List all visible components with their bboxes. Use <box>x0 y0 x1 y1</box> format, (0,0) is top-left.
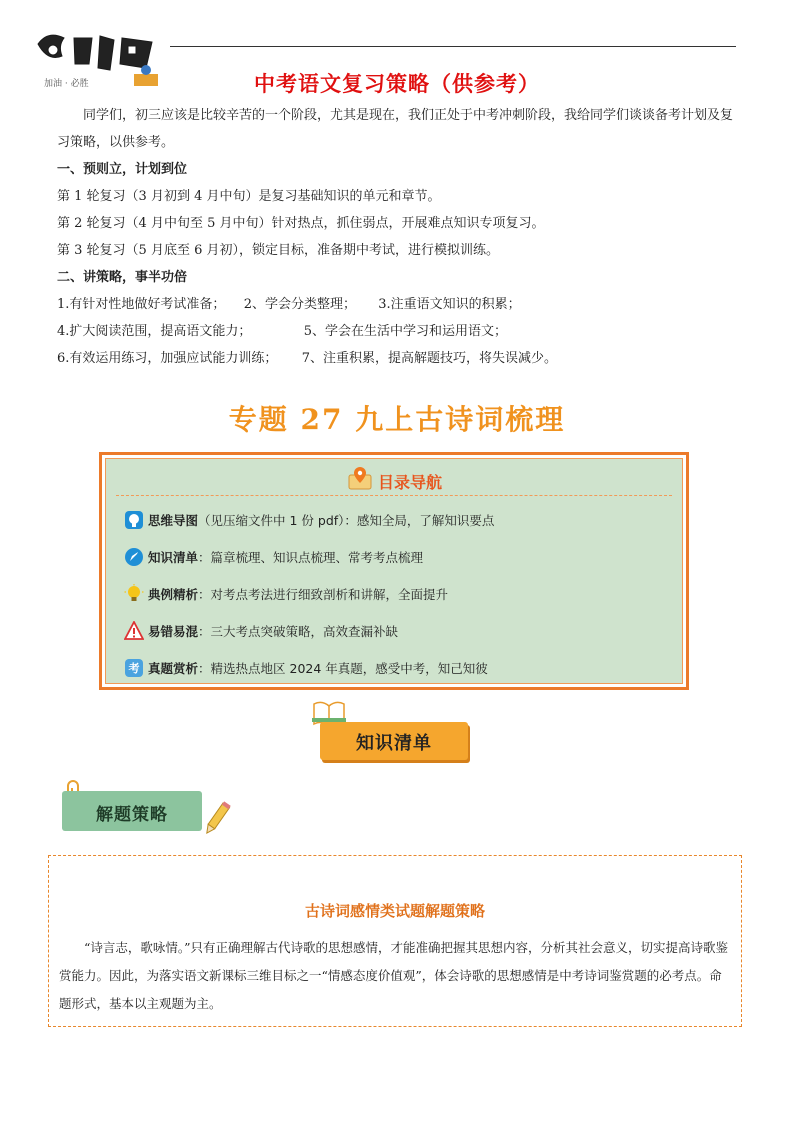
strategy-item: 3.注重语文知识的积累； <box>378 297 521 312</box>
directory-item-examples[interactable] <box>124 581 448 607</box>
strategy-item: 6.有效运用练习，加强应试能力训练； <box>57 351 278 366</box>
svg-text:加油 · 必胜: 加油 · 必胜 <box>44 79 89 89</box>
brain-icon <box>124 510 144 530</box>
directory-item-mindmap[interactable] <box>124 507 494 533</box>
directory-item-text: （见压缩文件中 1 份 pdf）：感知全局，了解知识要点 <box>198 513 495 528</box>
round-1: 第 1 轮复习（3 月初到 4 月中旬）是复习基础知识的单元和章节。 <box>57 189 441 204</box>
strategy-tag <box>62 791 202 831</box>
strategy-text: “诗言志，歌咏情。”只有正确理解古代诗歌的思想感情，才能准确把握其思想内容，分析其社会意义，切实提高诗歌鉴赏能力。因此，为落实语文新课标三维目标之一“情感态度价值观”，体会诗歌的思想感情是中考诗词鉴赏题的必考点。命题形式，基本以主观题为主。 <box>59 940 729 1011</box>
round-3: 第 3 轮复习（5 月底至 6 月初），锁定目标，准备期中考试，进行模拟训练。 <box>57 243 499 258</box>
strategy-title: 古诗词感情类试题解题策略 <box>304 902 485 920</box>
section2-heading: 二、讲策略，事半功倍 <box>57 270 188 285</box>
strategy-item: 4.扩大阅读范围，提高语文能力； <box>57 324 252 339</box>
directory-item-knowledge[interactable] <box>124 544 423 570</box>
strategy-item: 5、学会在生活中学习和运用语文； <box>303 324 507 339</box>
round-2: 第 2 轮复习（4 月中旬至 5 月中旬）针对热点，抓住弱点，开展难点知识专项复习。 <box>57 216 545 231</box>
directory-item-text: ：对考点考法进行细致剖析和讲解，全面提升 <box>198 587 449 602</box>
page-title: 中考语文复习策略（供参考） <box>254 72 540 96</box>
exam-badge-char: 考 <box>128 662 140 675</box>
directory-divider <box>116 495 672 496</box>
knowledge-list-label: 知识清单 <box>356 733 432 754</box>
strategy-tag-label: 解题策略 <box>96 805 168 825</box>
knowledge-list-tag <box>320 722 468 760</box>
topic-title: 专题 27 九上古诗词梳理 <box>228 403 566 436</box>
directory-item-label: 易错易混 <box>148 624 199 639</box>
strategy-item: 1.有针对性地做好考试准备； <box>57 297 226 312</box>
directory-item-text: ：篇章梳理、知识点梳理、常考考点梳理 <box>198 550 424 565</box>
directory-box <box>99 452 689 690</box>
directory-heading: 目录导航 <box>377 472 442 492</box>
pencil-icon <box>198 800 234 844</box>
strategy-row-3 <box>57 345 737 372</box>
strategy-row-1 <box>57 291 737 318</box>
directory-item-text: ：三大考点突破策略，高效查漏补缺 <box>198 624 399 639</box>
intro-paragraph: 同学们，初三应该是比较辛苦的一个阶段，尤其是现在，我们正处于中考冲刺阶段，我给同学们谈谈备考计划及复习策略，以供参考。 <box>57 108 734 150</box>
directory-item-text: ：精选热点地区 2024 年真题，感受中考，知己知彼 <box>198 661 488 676</box>
strategy-item: 2、学会分类整理； <box>243 297 356 312</box>
section1-heading: 一、预则立，计划到位 <box>57 162 188 177</box>
header-rule <box>170 46 736 47</box>
map-pin-icon <box>346 465 374 497</box>
pencil-badge-icon <box>124 547 144 567</box>
directory-item-mistakes[interactable] <box>124 618 398 644</box>
strategy-item: 7、注重积累，提高解题技巧，将失误减少。 <box>301 351 557 366</box>
directory-item-label: 思维导图 <box>148 513 199 528</box>
directory-item-label: 知识清单 <box>148 550 199 565</box>
directory-item-past-exams[interactable] <box>124 655 488 681</box>
exam-badge-icon <box>124 658 144 678</box>
directory-item-label: 真题赏析 <box>148 661 199 676</box>
directory-item-label: 典例精析 <box>148 587 199 602</box>
strategy-row-2 <box>57 318 737 345</box>
warning-icon <box>124 621 144 641</box>
lightbulb-icon <box>124 584 144 604</box>
strategy-box <box>48 855 742 1027</box>
